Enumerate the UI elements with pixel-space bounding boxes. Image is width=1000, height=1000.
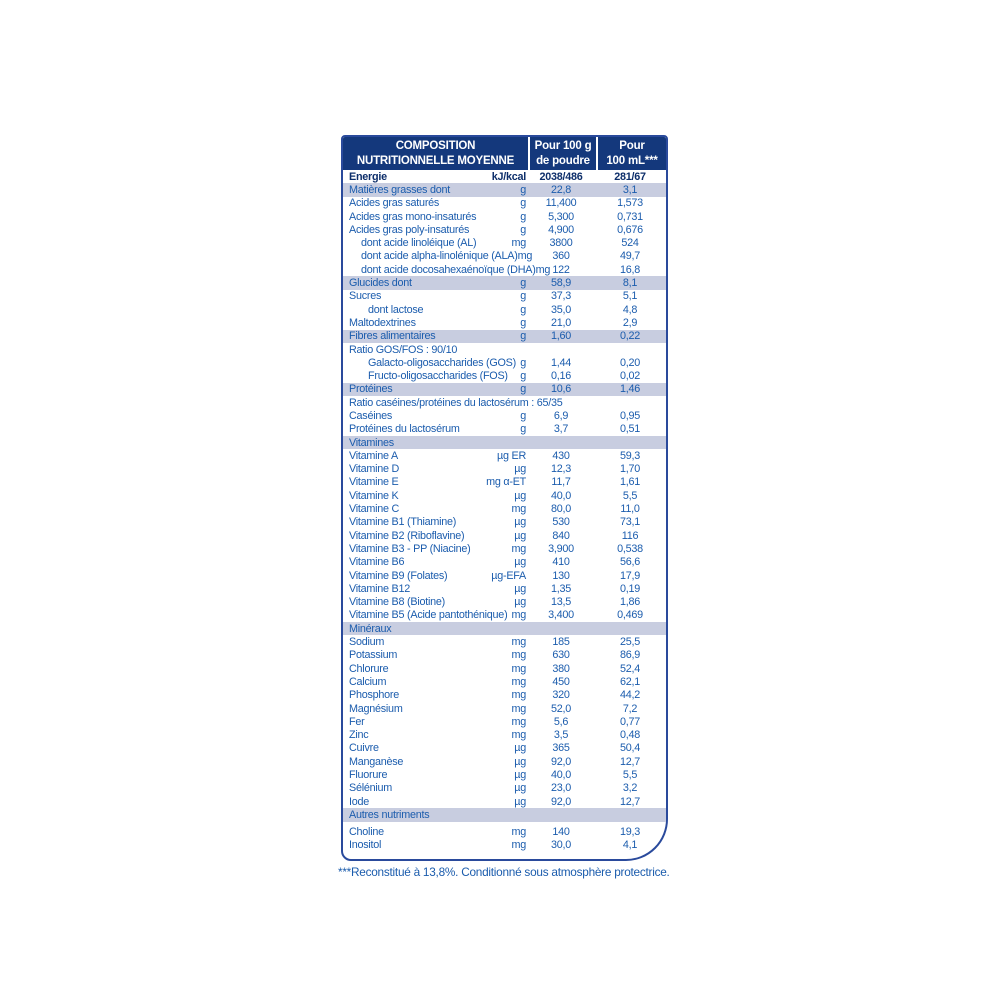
value-per-100g: 40,0 <box>550 769 571 781</box>
table-row <box>343 170 666 183</box>
table-row <box>343 476 666 489</box>
value-per-100g: 140 <box>552 826 570 839</box>
value-per-100g: 92,0 <box>550 795 571 808</box>
value-per-100g: 11,7 <box>551 476 571 489</box>
row-label: Choline <box>349 826 384 839</box>
row-label: Inositol <box>349 839 382 852</box>
reconstitution-footnote: ***Reconstitué à 13,8%. Conditionné sous atmosphère protectrice. <box>338 865 670 879</box>
row-unit: µg <box>514 463 526 476</box>
row-unit: kJ/kcal <box>491 170 526 183</box>
table-row <box>343 383 666 396</box>
value-per-100g: 23,0 <box>550 782 571 795</box>
row-label: Vitamine A <box>349 449 398 462</box>
value-per-100g: 130 <box>552 569 570 582</box>
row-label: Maltodextrines <box>349 316 416 329</box>
value-per-100ml: 19,3 <box>619 826 640 839</box>
value-per-100ml: 25,5 <box>619 636 640 649</box>
value-per-100ml: 1,86 <box>619 596 640 609</box>
row-label: Vitamine B1 (Thiamine) <box>349 516 457 529</box>
row-unit: µg-EFA <box>491 569 526 582</box>
row-unit: µg ER <box>497 449 526 462</box>
table-row <box>343 489 666 502</box>
value-per-100g: 13,5 <box>550 596 571 609</box>
value-per-100g: 30,0 <box>550 839 571 852</box>
row-label: Sélénium <box>349 782 393 795</box>
row-label: Vitamines <box>349 436 394 449</box>
value-per-100g: 5,6 <box>553 715 569 728</box>
value-per-100g: 3,7 <box>553 423 569 436</box>
table-row <box>343 755 666 768</box>
value-per-100ml: 11,0 <box>620 503 640 516</box>
row-unit: µg <box>514 582 526 595</box>
value-per-100g: 40,0 <box>550 489 571 502</box>
value-per-100ml: 7,2 <box>622 702 638 715</box>
value-per-100ml: 44,2 <box>619 689 640 702</box>
header-composition <box>343 137 528 170</box>
table-row <box>343 635 666 648</box>
row-label: Glucides dont <box>349 277 412 290</box>
row-unit: g <box>520 356 526 369</box>
row-label: Phosphore <box>349 689 399 702</box>
row-unit: g <box>520 223 526 236</box>
value-per-100ml: 0,95 <box>619 409 640 422</box>
value-per-100ml: 0,22 <box>619 330 640 343</box>
row-label: dont acide alpha-linolénique (ALA) <box>361 250 518 263</box>
table-row <box>343 276 666 289</box>
value-per-100ml: 5,5 <box>622 489 638 502</box>
table-row <box>343 197 666 210</box>
row-unit: mg <box>511 689 526 702</box>
row-unit: g <box>520 316 526 329</box>
value-per-100g: 840 <box>552 529 570 542</box>
table-row <box>343 463 666 476</box>
value-per-100ml: 16,8 <box>619 263 640 276</box>
value-per-100g: 6,9 <box>553 409 569 422</box>
header-col2-line1: Pour <box>619 140 645 153</box>
row-label: Vitamine B9 (Folates) <box>349 569 448 582</box>
value-per-100g: 3,900 <box>548 542 574 555</box>
row-unit: g <box>520 423 526 436</box>
value-per-100ml: 62,1 <box>619 675 640 688</box>
table-row <box>343 609 666 622</box>
table-row <box>343 649 666 662</box>
row-unit: mg <box>511 702 526 715</box>
value-per-100ml: 59,3 <box>619 449 640 462</box>
row-unit: g <box>520 303 526 316</box>
table-row <box>343 556 666 569</box>
row-unit: µg <box>514 795 526 808</box>
row-label: Autres nutriments <box>349 808 430 821</box>
row-unit: mg <box>517 250 533 263</box>
row-unit: g <box>520 370 526 383</box>
row-unit: mg α-ET <box>486 476 526 489</box>
row-label: Manganèse <box>349 755 404 768</box>
row-unit: mg <box>511 675 526 688</box>
row-label: dont lactose <box>368 303 424 316</box>
row-unit: mg <box>511 715 526 728</box>
table-row <box>343 839 666 852</box>
row-label: Magnésium <box>349 702 403 715</box>
value-per-100g: 185 <box>552 636 570 649</box>
value-per-100ml: 12,7 <box>619 755 640 768</box>
table-row <box>343 675 666 688</box>
value-per-100ml: 86,9 <box>619 649 640 662</box>
row-label: Ratio caséines/protéines du lactosérum : 65/35 <box>349 396 563 409</box>
value-per-100g: 3,400 <box>548 609 574 622</box>
row-label: Vitamine B2 (Riboflavine) <box>349 529 465 542</box>
table-row <box>343 343 666 356</box>
row-unit: µg <box>514 556 526 569</box>
table-row <box>343 316 666 329</box>
value-per-100ml: 2,9 <box>622 316 638 329</box>
row-label: Sucres <box>349 290 382 303</box>
row-label: Protéines du lactosérum <box>349 423 460 436</box>
table-row <box>343 582 666 595</box>
row-unit: g <box>520 290 526 303</box>
value-per-100g: 2038/486 <box>539 170 583 183</box>
row-label: Vitamine B12 <box>349 582 411 595</box>
row-unit: mg <box>511 649 526 662</box>
row-unit: g <box>520 383 526 396</box>
row-label: Zinc <box>349 729 369 742</box>
value-per-100g: 10,6 <box>550 383 571 396</box>
value-per-100g: 22,8 <box>550 183 571 196</box>
value-per-100ml: 5,5 <box>622 769 638 781</box>
row-label: Potassium <box>349 649 398 662</box>
row-unit: µg <box>514 489 526 502</box>
row-label: Fer <box>349 715 365 728</box>
row-label: Cuivre <box>349 742 379 755</box>
value-per-100g: 380 <box>552 662 570 675</box>
row-unit: µg <box>514 755 526 768</box>
table-row <box>343 210 666 223</box>
table-row <box>343 768 666 781</box>
row-label: Acides gras saturés <box>349 197 440 210</box>
row-unit: g <box>520 210 526 223</box>
table-row <box>343 236 666 249</box>
row-label: Acides gras mono-insaturés <box>349 210 477 223</box>
value-per-100ml: 52,4 <box>619 662 640 675</box>
value-per-100g: 1,35 <box>550 582 571 595</box>
row-unit: µg <box>514 596 526 609</box>
row-unit: µg <box>514 742 526 755</box>
row-label: Vitamine C <box>349 503 400 516</box>
value-per-100ml: 12,7 <box>619 795 640 808</box>
table-row <box>343 542 666 555</box>
header-col1-line1: Pour 100 g <box>534 140 592 153</box>
row-unit: µg <box>514 529 526 542</box>
table-row <box>343 396 666 409</box>
table-row <box>343 290 666 303</box>
table-row <box>343 689 666 702</box>
table-row <box>343 728 666 741</box>
table-row <box>343 436 666 449</box>
value-per-100ml: 0,538 <box>617 542 643 555</box>
table-row <box>343 303 666 316</box>
value-per-100g: 5,300 <box>548 210 574 223</box>
value-per-100g: 365 <box>552 742 570 755</box>
row-label: Vitamine B8 (Biotine) <box>349 596 445 609</box>
value-per-100ml: 0,77 <box>619 715 640 728</box>
value-per-100ml: 56,6 <box>619 556 640 569</box>
row-label: Vitamine K <box>349 489 399 502</box>
table-row <box>343 622 666 635</box>
value-per-100ml: 3,1 <box>622 183 638 196</box>
value-per-100ml: 0,20 <box>619 356 640 369</box>
row-label: Vitamine B3 - PP (Niacine) <box>349 542 471 555</box>
value-per-100g: 1,60 <box>550 330 571 343</box>
value-per-100g: 58,9 <box>550 277 571 290</box>
value-per-100g: 320 <box>552 689 570 702</box>
row-unit: g <box>520 330 526 343</box>
value-per-100ml: 1,46 <box>619 383 640 396</box>
table-row <box>343 263 666 276</box>
row-unit: g <box>520 183 526 196</box>
row-unit: g <box>520 277 526 290</box>
row-unit: µg <box>514 782 526 795</box>
value-per-100ml: 0,731 <box>617 210 643 223</box>
table-body <box>343 170 666 859</box>
row-unit: mg <box>511 237 526 250</box>
value-per-100ml: 1,61 <box>619 476 640 489</box>
row-unit: mg <box>511 609 526 622</box>
header-per-100g <box>530 137 596 170</box>
row-label: Vitamine D <box>349 463 400 476</box>
row-label: Calcium <box>349 675 387 688</box>
table-row <box>343 715 666 728</box>
value-per-100g: 35,0 <box>550 303 571 316</box>
table-row <box>343 502 666 515</box>
row-label: Matières grasses dont <box>349 183 450 196</box>
table-row <box>343 662 666 675</box>
value-per-100ml: 0,19 <box>619 582 640 595</box>
row-label: Fructo-oligosaccharides (FOS) <box>368 370 508 383</box>
value-per-100g: 0,16 <box>550 370 571 383</box>
row-label: Vitamine B6 <box>349 556 405 569</box>
table-row <box>343 183 666 196</box>
value-per-100g: 1,44 <box>550 356 571 369</box>
row-unit: g <box>520 409 526 422</box>
row-unit: mg <box>511 542 526 555</box>
row-unit: µg <box>514 516 526 529</box>
table-row <box>343 516 666 529</box>
value-per-100g: 360 <box>552 250 570 263</box>
header-title-line1: COMPOSITION <box>395 140 476 153</box>
row-unit: mg <box>511 636 526 649</box>
table-row <box>343 782 666 795</box>
row-unit: mg <box>511 839 526 852</box>
value-per-100g: 4,900 <box>548 223 574 236</box>
row-unit: µg <box>514 769 526 781</box>
table-row <box>343 742 666 755</box>
value-per-100ml: 3,2 <box>622 782 638 795</box>
row-label: dont acide linoléique (AL) <box>361 237 477 250</box>
value-per-100ml: 0,02 <box>619 370 640 383</box>
row-label: Iode <box>349 795 370 808</box>
value-per-100ml: 4,1 <box>622 839 638 852</box>
value-per-100g: 430 <box>552 449 570 462</box>
table-row <box>343 529 666 542</box>
value-per-100g: 450 <box>552 675 570 688</box>
table-row <box>343 223 666 236</box>
table-row <box>343 423 666 436</box>
value-per-100g: 630 <box>552 649 570 662</box>
table-row <box>343 330 666 343</box>
header-col2-line2: 100 mL*** <box>606 154 658 167</box>
row-label: Ratio GOS/FOS : 90/10 <box>349 343 458 356</box>
row-label: Vitamine E <box>349 476 399 489</box>
row-label: Protéines <box>349 383 393 396</box>
value-per-100g: 3800 <box>549 237 573 250</box>
table-row <box>343 409 666 422</box>
table-header <box>343 137 666 170</box>
value-per-100g: 92,0 <box>550 755 571 768</box>
header-per-100ml <box>598 137 666 170</box>
table-row <box>343 449 666 462</box>
nutrition-table <box>341 135 668 861</box>
row-label: Vitamine B5 (Acide pantothénique) <box>349 609 508 622</box>
value-per-100g: 37,3 <box>550 290 571 303</box>
value-per-100ml: 0,48 <box>619 729 640 742</box>
row-label: Sodium <box>349 636 385 649</box>
value-per-100ml: 0,469 <box>617 609 643 622</box>
value-per-100ml: 5,1 <box>622 290 638 303</box>
value-per-100ml: 1,573 <box>617 197 643 210</box>
table-row <box>343 702 666 715</box>
value-per-100g: 80,0 <box>550 503 571 516</box>
table-row <box>343 808 666 821</box>
table-row <box>343 596 666 609</box>
value-per-100g: 12,3 <box>550 463 571 476</box>
value-per-100g: 11,400 <box>545 197 577 210</box>
row-label: Energie <box>349 170 387 183</box>
value-per-100ml: 50,4 <box>619 742 640 755</box>
row-label: Caséines <box>349 409 393 422</box>
value-per-100ml: 8,1 <box>622 277 638 290</box>
value-per-100ml: 1,70 <box>619 463 640 476</box>
table-row <box>343 250 666 263</box>
row-unit: mg <box>511 662 526 675</box>
row-unit: mg <box>511 503 526 516</box>
value-per-100ml: 0,51 <box>619 423 640 436</box>
value-per-100g: 21,0 <box>550 316 571 329</box>
header-col1-line2: de poudre <box>536 154 590 167</box>
row-label: Chlorure <box>349 662 389 675</box>
row-unit: mg <box>511 826 526 839</box>
header-title-line2: NUTRITIONNELLE MOYENNE <box>356 154 515 167</box>
row-label: Acides gras poly-insaturés <box>349 223 470 236</box>
value-per-100g: 3,5 <box>553 729 569 742</box>
row-unit: mg <box>535 263 551 276</box>
row-label: Fibres alimentaires <box>349 330 436 343</box>
value-per-100ml: 0,676 <box>617 223 643 236</box>
table-row <box>343 826 666 839</box>
value-per-100ml: 73,1 <box>619 516 640 529</box>
row-label: Minéraux <box>349 622 392 635</box>
value-per-100ml: 524 <box>621 237 639 250</box>
row-label: Galacto-oligosaccharides (GOS) <box>368 356 516 369</box>
value-per-100ml: 4,8 <box>622 303 638 316</box>
table-row <box>343 569 666 582</box>
table-row <box>343 795 666 808</box>
row-label: Fluorure <box>349 769 388 781</box>
value-per-100g: 52,0 <box>550 702 571 715</box>
value-per-100g: 122 <box>552 263 570 276</box>
value-per-100ml: 49,7 <box>619 250 640 263</box>
row-unit: mg <box>511 729 526 742</box>
value-per-100g: 410 <box>552 556 570 569</box>
value-per-100g: 530 <box>552 516 570 529</box>
row-label: dont acide docosahexaénoïque (DHA) <box>361 263 536 276</box>
table-row <box>343 369 666 382</box>
value-per-100ml: 281/67 <box>614 170 646 183</box>
table-row <box>343 356 666 369</box>
value-per-100ml: 17,9 <box>619 569 640 582</box>
row-unit: g <box>520 197 526 210</box>
value-per-100ml: 116 <box>621 529 639 542</box>
